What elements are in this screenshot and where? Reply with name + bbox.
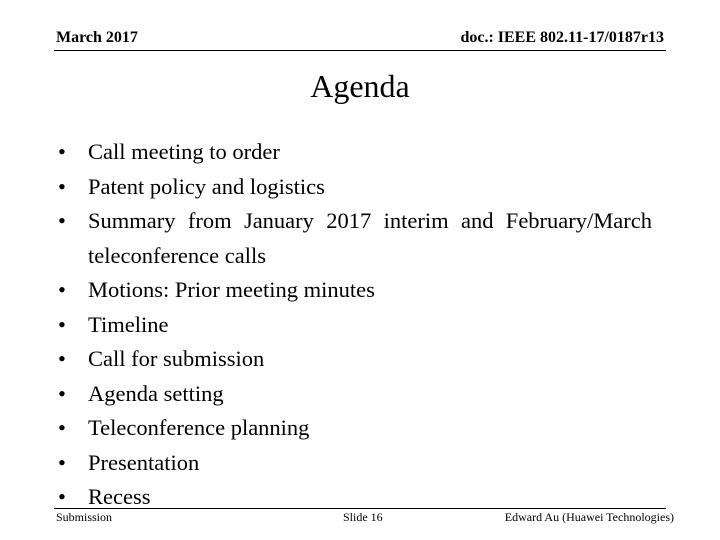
footer-author: Edward Au (Huawei Technologies) <box>504 510 674 524</box>
bullet-icon: • <box>58 311 66 337</box>
agenda-item-text: Presentation <box>88 449 200 475</box>
agenda-item-text: Agenda setting <box>88 380 224 406</box>
agenda-item <box>58 342 652 377</box>
agenda-item <box>58 135 652 170</box>
agenda-item <box>58 446 652 481</box>
footer-divider <box>54 508 666 509</box>
agenda-item <box>58 411 652 446</box>
bullet-icon: • <box>58 415 66 440</box>
agenda-item-text: Teleconference planning <box>88 415 310 440</box>
bullet-icon: • <box>58 208 66 233</box>
agenda-item <box>58 170 652 205</box>
footer-submission: Submission <box>56 510 113 524</box>
header-date: March 2017 <box>56 29 138 46</box>
agenda-item-text: Patent policy and logistics <box>88 173 325 199</box>
agenda-list <box>58 135 652 515</box>
bullet-icon: • <box>58 173 66 199</box>
agenda-item-text: Call for submission <box>88 346 265 371</box>
bullet-icon: • <box>58 380 66 406</box>
agenda-item <box>58 204 652 273</box>
agenda-item-text: Summary from January 2017 interim and February/March teleconference calls <box>88 208 652 268</box>
agenda-item-text: Motions: Prior meeting minutes <box>88 277 375 302</box>
agenda-item <box>58 308 652 343</box>
agenda-item-text: Timeline <box>88 311 169 337</box>
bullet-icon: • <box>58 139 66 164</box>
agenda-item <box>58 377 652 412</box>
agenda-item <box>58 273 652 308</box>
agenda-item-text: Call meeting to order <box>88 139 280 164</box>
bullet-icon: • <box>58 277 66 302</box>
header-divider <box>54 50 666 51</box>
agenda-item-text: Recess <box>88 484 151 509</box>
slide-title: Agenda <box>310 68 410 104</box>
header-doc-id: doc.: IEEE 802.11-17/0187r13 <box>460 29 664 46</box>
bullet-icon: • <box>58 484 66 509</box>
bullet-icon: • <box>58 346 66 371</box>
footer-slide-number: Slide 16 <box>343 510 383 524</box>
bullet-icon: • <box>58 449 66 475</box>
